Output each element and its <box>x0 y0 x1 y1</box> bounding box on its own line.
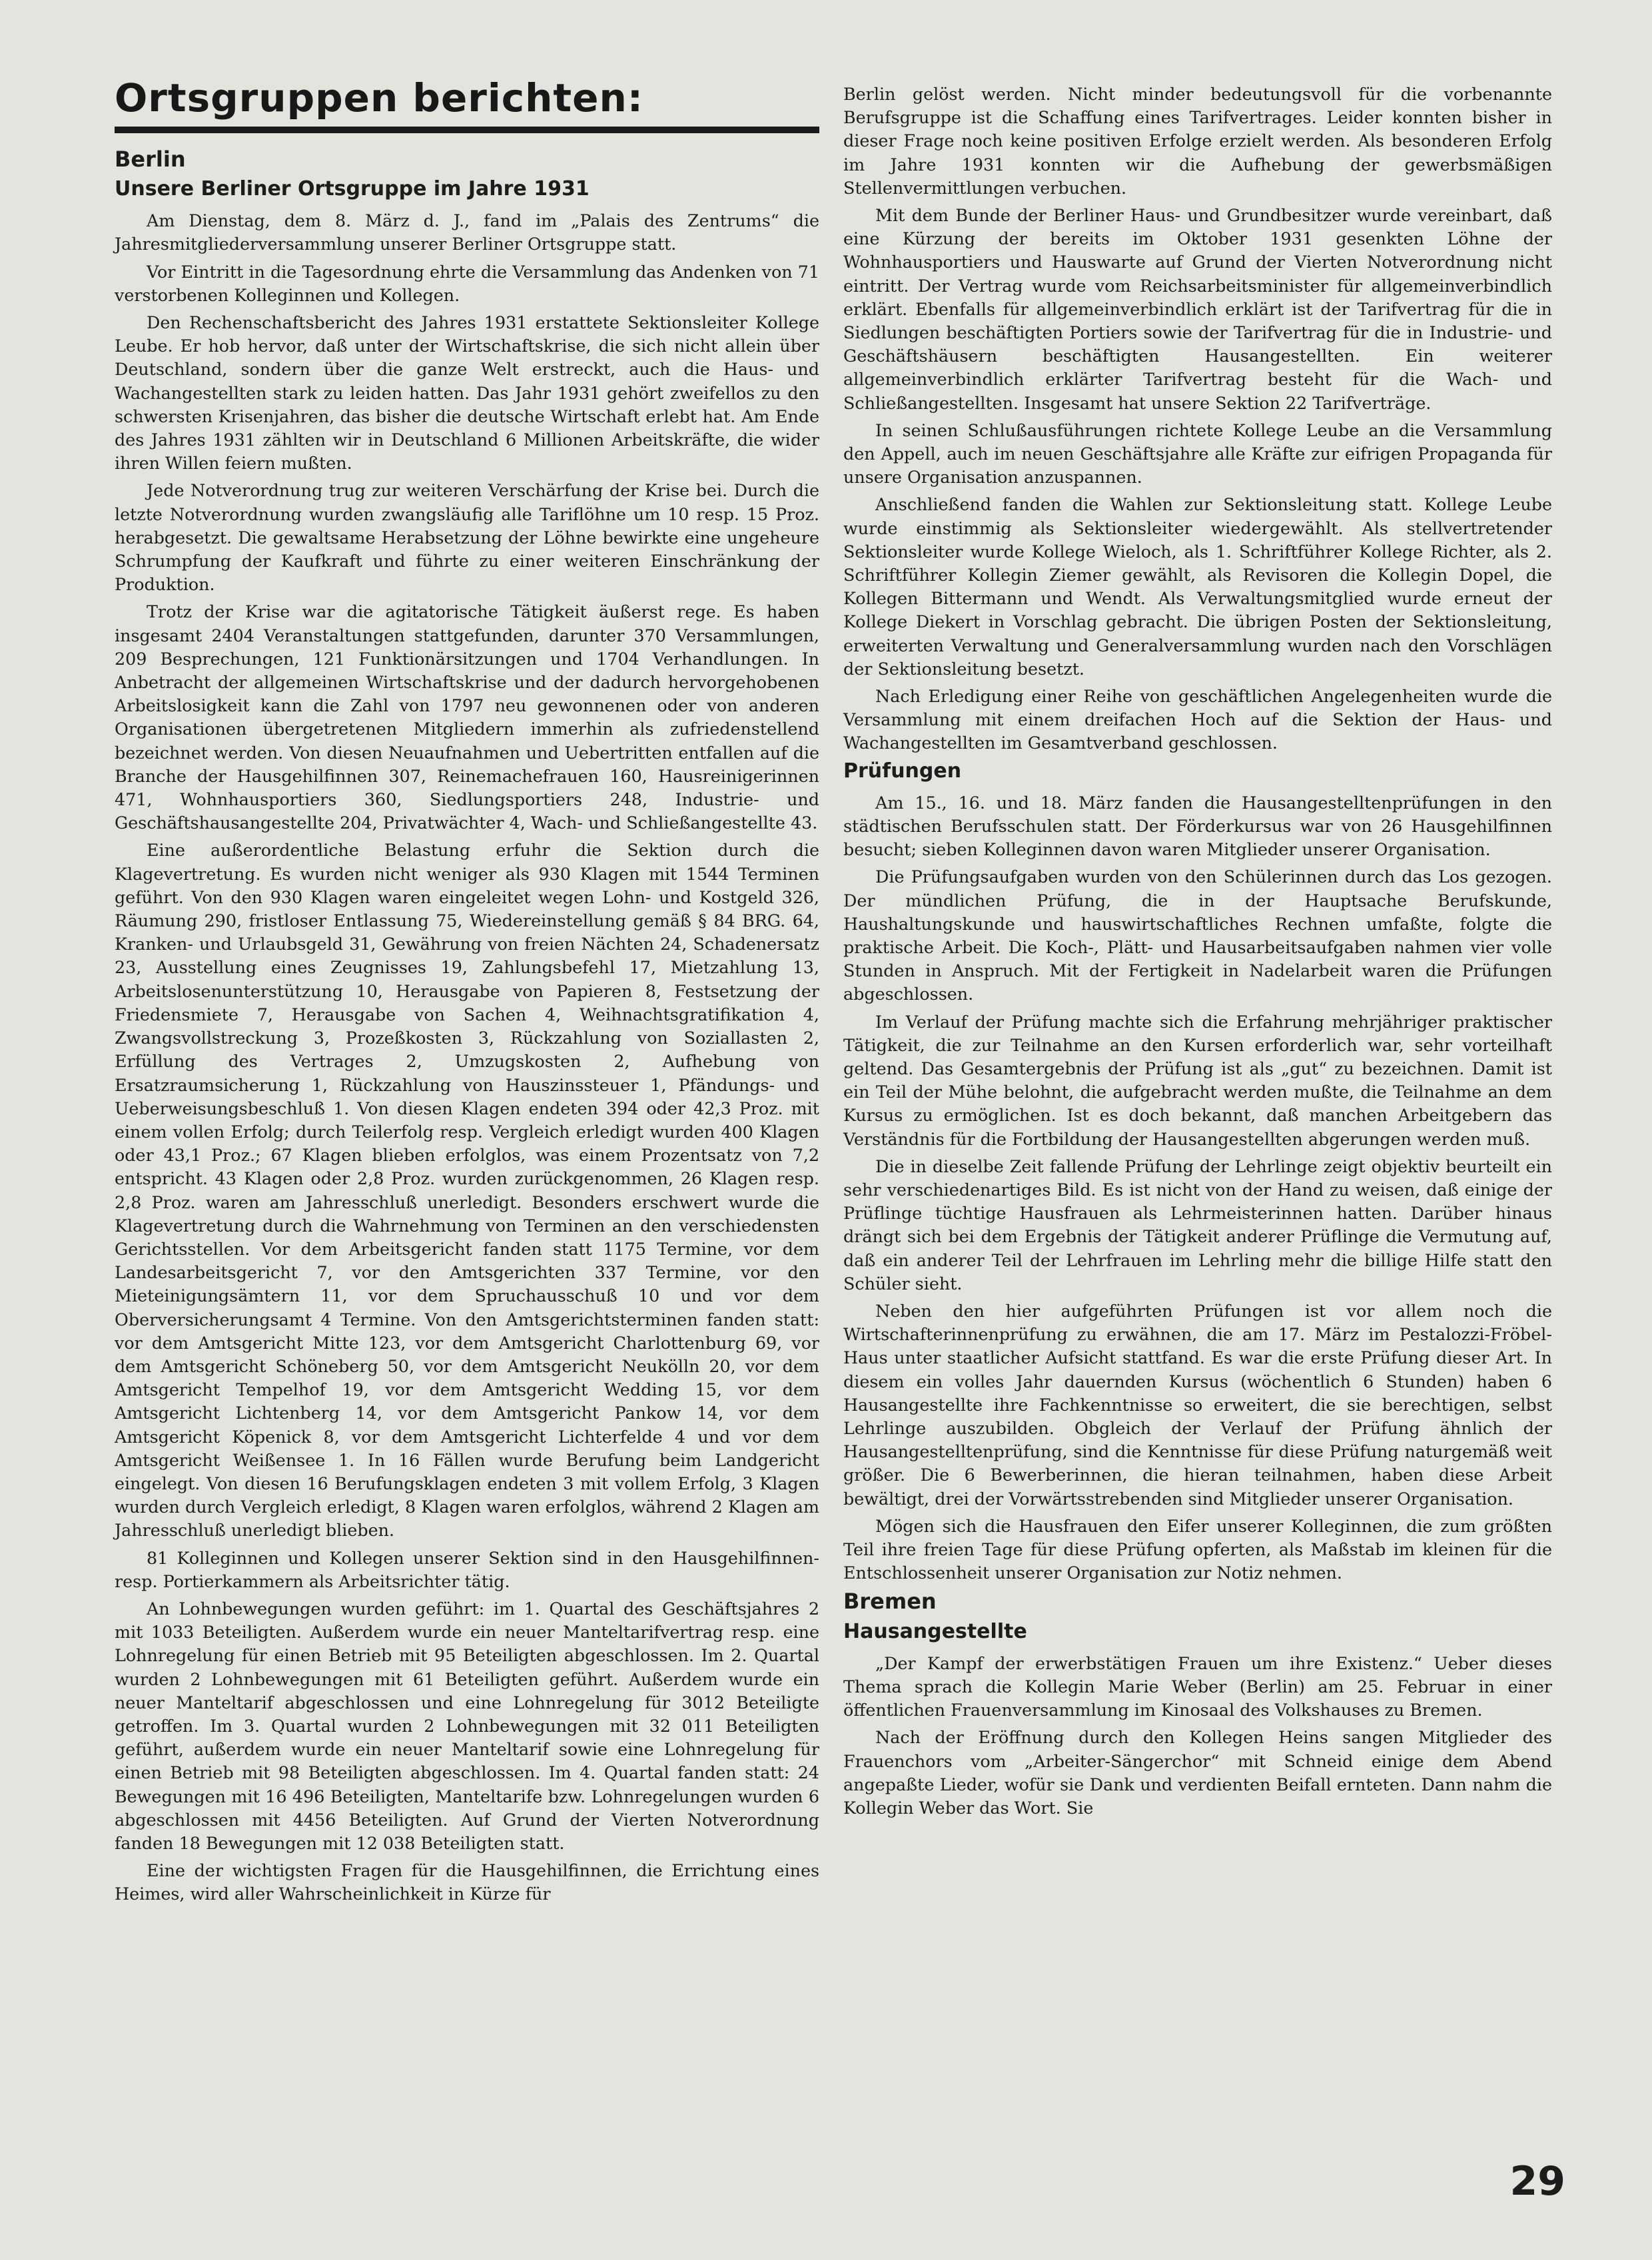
paragraph: In seinen Schlußausführungen richtete Kollege Leube an die Versammlung den Appell, auch im neuen Geschäftsjahre alle Kräfte zur eifrigen Propaganda für unsere Organisation anzuspannen. <box>843 420 1552 488</box>
subheading-bremen: Hausangestellte <box>843 1619 1027 1643</box>
paragraph: Die Prüfungsaufgaben wurden von den Schülerinnen durch das Los gezogen. Der mündlichen Prüfung, die in der Hauptsache Berufskunde, Haushaltungskunde und hauswirtschaftliches Rechnen umfaßte, folgte die praktische Arbeit. Die Koch-, Plätt- und Hausarbeitsaufgaben nahmen vier volle Stunden in Anspruch. Mit der Fertigkeit in Nadelarbeit waren die Prüfungen abgeschlossen. <box>843 867 1552 1004</box>
paragraph: An Lohnbewegungen wurden geführt: im 1. Quartal des Geschäftsjahres 2 mit 1033 Beteiligten. Außerdem wurde ein neuer Manteltarifvertrag resp. eine Lohnregelung für einen Betrieb mit 95 Beteiligten abgeschlossen. Im 2. Quartal wurden 2 Lohnbewegungen mit 61 Beteiligten geführt. Außerdem wurde ein neuer Manteltarif abgeschlossen und eine Lohnregelung für 3012 Beteiligte getroffen. Im 3. Quartal wurden 2 Lohnbewegungen mit 32 011 Beteiligten geführt, außerdem wurde ein neuer Manteltarif sowie eine Lohnregelung für einen Betrieb mit 98 Beteiligten abgeschlossen. Im 4. Quartal fanden statt: 24 Bewegungen mit 16 496 Beteiligten, Manteltarife bzw. Lohnregelungen wurden 6 abgeschlossen mit 4456 Beteiligten. Auf Grund der Vierten Notverordnung fanden 18 Bewegungen mit 12 038 Beteiligten statt. <box>115 1598 819 1853</box>
paragraph: Am Dienstag, dem 8. März d. J., fand im „Palais des Zentrums“ die Jahresmitgliederversammlung unserer Berliner Ortsgruppe statt. <box>115 210 819 254</box>
section-heading-bremen: Bremen <box>843 1589 937 1615</box>
paragraph: Nach Erledigung einer Reihe von geschäftlichen Angelegenheiten wurde die Versammlung mit einem dreifachen Hoch auf die Sektion der Haus- und Wachangestellten im Gesamtverband geschlossen. <box>843 686 1552 753</box>
paragraph: Nach der Eröffnung durch den Kollegen Heins sangen Mitglieder des Frauenchors vom „Arbeiter-Sängerchor“ mit Schneid einige dem Abend angepaßte Lieder, wofür sie Dank und verdienten Beifall ernteten. Dann nahm die Kollegin Weber das Wort. Sie <box>843 1727 1552 1818</box>
right-column <box>843 83 1552 1824</box>
paragraph: 81 Kolleginnen und Kollegen unserer Sektion sind in den Hausgehilfinnen- resp. Portierkammern als Arbeitsrichter tätig. <box>115 1547 819 1591</box>
paragraph: Trotz der Krise war die agitatorische Tätigkeit äußerst rege. Es haben insgesamt 2404 Veranstaltungen stattgefunden, darunter 370 Versammlungen, 209 Besprechungen, 121 Funktionärsitzungen und 1704 Verhandlungen. In Anbetracht der allgemeinen Wirtschaftskrise und der dadurch hervorgehobenen Arbeitslosigkeit kann die Zahl von 1797 neu gewonnenen oder von anderen Organisationen übergetretenen Mitgliedern immerhin als zufriedenstellend bezeichnet werden. Von diesen Neuaufnahmen und Uebertritten entfallen auf die Branche der Hausgehilfinnen 307, Reinemachefrauen 160, Hausreinigerinnen 471, Wohnhausportiers 360, Siedlungsportiers 248, Industrie- und Geschäftshausangestellte 204, Privatwächter 4, Wach- und Schließangestellte 43. <box>115 601 819 833</box>
paragraph: Anschließend fanden die Wahlen zur Sektionsleitung statt. Kollege Leube wurde einstimmig als Sektionsleiter wiedergewählt. Als stellvertretender Sektionsleiter wurde Kollege Wieloch, als 1. Schriftführer Kollege Richter, als 2. Schriftführer Kollegin Ziemer gewählt, als Revisoren die Kollegin Dopel, die Kollegen Bittermann und Wendt. Als Verwaltungsmitglied wurde erneut der Kollege Diekert in Vorschlag gebracht. Die übrigen Posten der Sektionsleitung, erweiterten Verwaltung und Generalversammlung wurden nach den Vorschlägen der Sektionsleitung besetzt. <box>843 494 1552 679</box>
page-title: Ortsgruppen berichten: <box>115 75 643 121</box>
paragraph: Mit dem Bunde der Berliner Haus- und Grundbesitzer wurde vereinbart, daß eine Kürzung der bereits im Oktober 1931 gesenkten Löhne der Wohnhausportiers und Hauswarte auf Grund der Vierten Notverordnung nicht eintritt. Der Vertrag wurde vom Reichsarbeitsminister für allgemeinverbindlich erklärt. Ebenfalls für allgemeinverbindlich erklärt ist der Tarifvertrag für die in Siedlungen beschäftigten Portiers sowie der Tarifvertrag für die in Industrie- und Geschäftshäusern beschäftigten Hausangestellten. Ein weiterer allgemeinverbindlich erklärter Tarifvertrag besteht für die Wach- und Schließangestellten. Insgesamt hat unsere Sektion 22 Tarifverträge. <box>843 205 1552 413</box>
paragraph: Mögen sich die Hausfrauen den Eifer unserer Kolleginnen, die zum größten Teil ihre freien Tage für diese Prüfung opferten, als Maßstab im kleinen für die Entschlossenheit unserer Organisation zur Notiz nehmen. <box>843 1515 1552 1583</box>
paragraph: Eine der wichtigsten Fragen für die Hausgehilfinnen, die Errichtung eines Heimes, wird aller Wahrscheinlichkeit in Kürze für <box>115 1860 819 1904</box>
page-number: 29 <box>1509 2158 1565 2205</box>
paragraph: Am 15., 16. und 18. März fanden die Hausangestelltenprüfungen in den städtischen Berufsschulen statt. Der Förderkursus war von 26 Hausgehilfinnen besucht; sieben Kolleginnen davon waren Mitglieder unserer Organisation. <box>843 792 1552 860</box>
paragraph: Den Rechenschaftsbericht des Jahres 1931 erstattete Sektionsleiter Kollege Leube. Er hob hervor, daß unter der Wirtschaftskrise, die sich nicht allein über Deutschland, sondern über die ganze Welt erstreckt, auch die Haus- und Wachangestellten stark zu leiden hatten. Das Jahr 1931 gehört zweifellos zu den schwersten Krisenjahren, das bisher die deutsche Wirtschaft erlebt hat. Am Ende des Jahres 1931 zählten wir in Deutschland 6 Millionen Arbeitskräfte, die wider ihren Willen feiern mußten. <box>115 312 819 474</box>
paragraph: „Der Kampf der erwerbstätigen Frauen um ihre Existenz.“ Ueber dieses Thema sprach die Kollegin Marie Weber (Berlin) am 25. Februar in einer öffentlichen Frauenversammlung im Kinosaal des Volkshauses zu Bremen. <box>843 1653 1552 1720</box>
paragraph: Berlin gelöst werden. Nicht minder bedeutungsvoll für die vorbenannte Berufsgruppe ist die Schaffung eines Tarifvertrages. Leider konnten bisher in dieser Frage noch keine positiven Erfolge erzielt werden. Als besonderen Erfolg im Jahre 1931 konnten wir die Aufhebung der gewerbsmäßigen Stellenvermittlungen verbuchen. <box>843 84 1552 198</box>
section-heading-berlin: Berlin <box>115 146 186 172</box>
paragraph: Im Verlauf der Prüfung machte sich die Erfahrung mehrjähriger praktischer Tätigkeit, die zur Teilnahme an den Kursen erforderlich war, sehr vorteilhaft geltend. Das Gesamtergebnis der Prüfung ist als „gut“ zu bezeichnen. Damit ist ein Teil der Mühe belohnt, die aufgebracht werden mußte, die Teilnahme an dem Kursus zu ermöglichen. Ist es doch bekannt, daß manchen Arbeitgebern das Verständnis für die Fortbildung der Hausangestellten abgerungen werden muß. <box>843 1011 1552 1149</box>
paragraph: Neben den hier aufgeführten Prüfungen ist vor allem noch die Wirtschafterinnenprüfung zu erwähnen, die am 17. März im Pestalozzi-Fröbel-Haus unter staatlicher Aufsicht stattfand. Es war die erste Prüfung dieser Art. In diesem ein volles Jahr dauernden Kursus (wöchentlich 6 Stunden) haben 6 Hausangestellte ihre Fachkenntnisse so erweitert, die sie berechtigen, selbst Lehrlinge auszubilden. Obgleich der Verlauf der Prüfung ähnlich der Hausangestelltenprüfung, sind die Kenntnisse für diese Prüfung naturgemäß weit größer. Die 6 Bewerberinnen, die hieran teilnahmen, haben diese Arbeit bewältigt, drei der Vorwärtsstrebenden sind Mitglieder unserer Organisation. <box>843 1300 1552 1509</box>
heading-pruefungen: Prüfungen <box>843 759 962 783</box>
paragraph: Die in dieselbe Zeit fallende Prüfung der Lehrlinge zeigt objektiv beurteilt ein sehr verschiedenartiges Bild. Es ist nicht von der Hand zu weisen, daß einige der Prüflinge tüchtige Hausfrauen als Lehrmeisterinnen hatten. Darüber hinaus drängt sich bei dem Ergebnis der Tätigkeit anderer Prüflinge die Vermutung auf, daß ein anderer Teil der Lehrfrauen im Lehrling mehr die billige Hilfe statt den Schüler sieht. <box>843 1156 1552 1294</box>
paragraph: Jede Notverordnung trug zur weiteren Verschärfung der Krise bei. Durch die letzte Notverordnung wurden zwangsläufig alle Tariflöhne um 10 resp. 15 Proz. herabgesetzt. Die gewaltsame Herabsetzung der Löhne bewirkte eine ungeheure Schrumpfung der Kaufkraft und führte zu einer weiteren Einschränkung der Produktion. <box>115 480 819 595</box>
paragraph: Vor Eintritt in die Tagesordnung ehrte die Versammlung das Andenken von 71 verstorbenen Kolleginnen und Kollegen. <box>115 261 819 305</box>
left-column <box>115 77 819 1910</box>
paragraph: Eine außerordentliche Belastung erfuhr die Sektion durch die Klagevertretung. Es wurden nicht weniger als 930 Klagen mit 1544 Terminen geführt. Von den 930 Klagen waren eingeleitet wegen Lohn- und Kostgeld 326, Räumung 290, fristloser Entlassung 75, Wiedereinstellung gemäß § 84 BRG. 64, Kranken- und Urlaubsgeld 31, Gewährung von freien Nächten 24, Schadenersatz 23, Ausstellung eines Zeugnisses 19, Zahlungsbefehl 17, Mietzahlung 13, Arbeitslosenunterstützung 10, Herausgabe von Papieren 8, Festsetzung der Friedensmiete 7, Herausgabe von Sachen 4, Weihnachtsgratifikation 4, Zwangsvollstreckung 3, Prozeßkosten 3, Rückzahlung von Soziallasten 2, Erfüllung des Vertrages 2, Umzugskosten 2, Aufhebung von Ersatzraumsicherung 1, Rückzahlung von Hauszinssteuer 1, Pfändungs- und Ueberweisungsbeschluß 1. Von diesen Klagen endeten 394 oder 42,3 Proz. mit einem vollen Erfolg; durch Teilerfolg resp. Vergleich erledigt wurden 400 Klagen oder 43,1 Proz.; 67 Klagen blieben erfolglos, was einem Prozentsatz von 7,2 entspricht. 43 Klagen oder 2,8 Proz. wurden zurückgenommen, 26 Klagen resp. 2,8 Proz. waren am Jahresschluß unerledigt. Besonders erschwert wurde die Klagevertretung durch die Wahrnehmung von Terminen an den verschiedensten Gerichtsstellen. Vor dem Arbeitsgericht fanden statt 1175 Termine, vor dem Landesarbeitsgericht 7, vor den Amtsgerichten 337 Termine, vor den Mieteinigungsämtern 11, vor dem Spruchausschuß 10 und vor dem Oberversicherungsamt 4 Termine. Von den Amtsgerichtsterminen fanden statt: vor dem Amtsgericht Mitte 123, vor dem Amtsgericht Charlottenburg 69, vor dem Amtsgericht Schöneberg 50, vor dem Amtsgericht Neukölln 20, vor dem Amtsgericht Tempelhof 19, vor dem Amtsgericht Wedding 15, vor dem Amtsgericht Lichtenberg 14, vor dem Amtsgericht Pankow 14, vor dem Amtsgericht Köpenick 8, vor dem Amtsgericht Lichterfelde 4 und vor dem Amtsgericht Weißensee 1. In 16 Fällen wurde Berufung beim Landgericht eingelegt. Von diesen 16 Berufungsklagen endeten 3 mit vollem Erfolg, 3 Klagen wurden durch Vergleich erledigt, 8 Klagen waren erfolglos, während 2 Klagen am Jahresschluß unerledigt blieben. <box>115 840 819 1541</box>
subheading-berlin: Unsere Berliner Ortsgruppe im Jahre 1931 <box>115 177 590 201</box>
title-rule <box>115 127 819 133</box>
